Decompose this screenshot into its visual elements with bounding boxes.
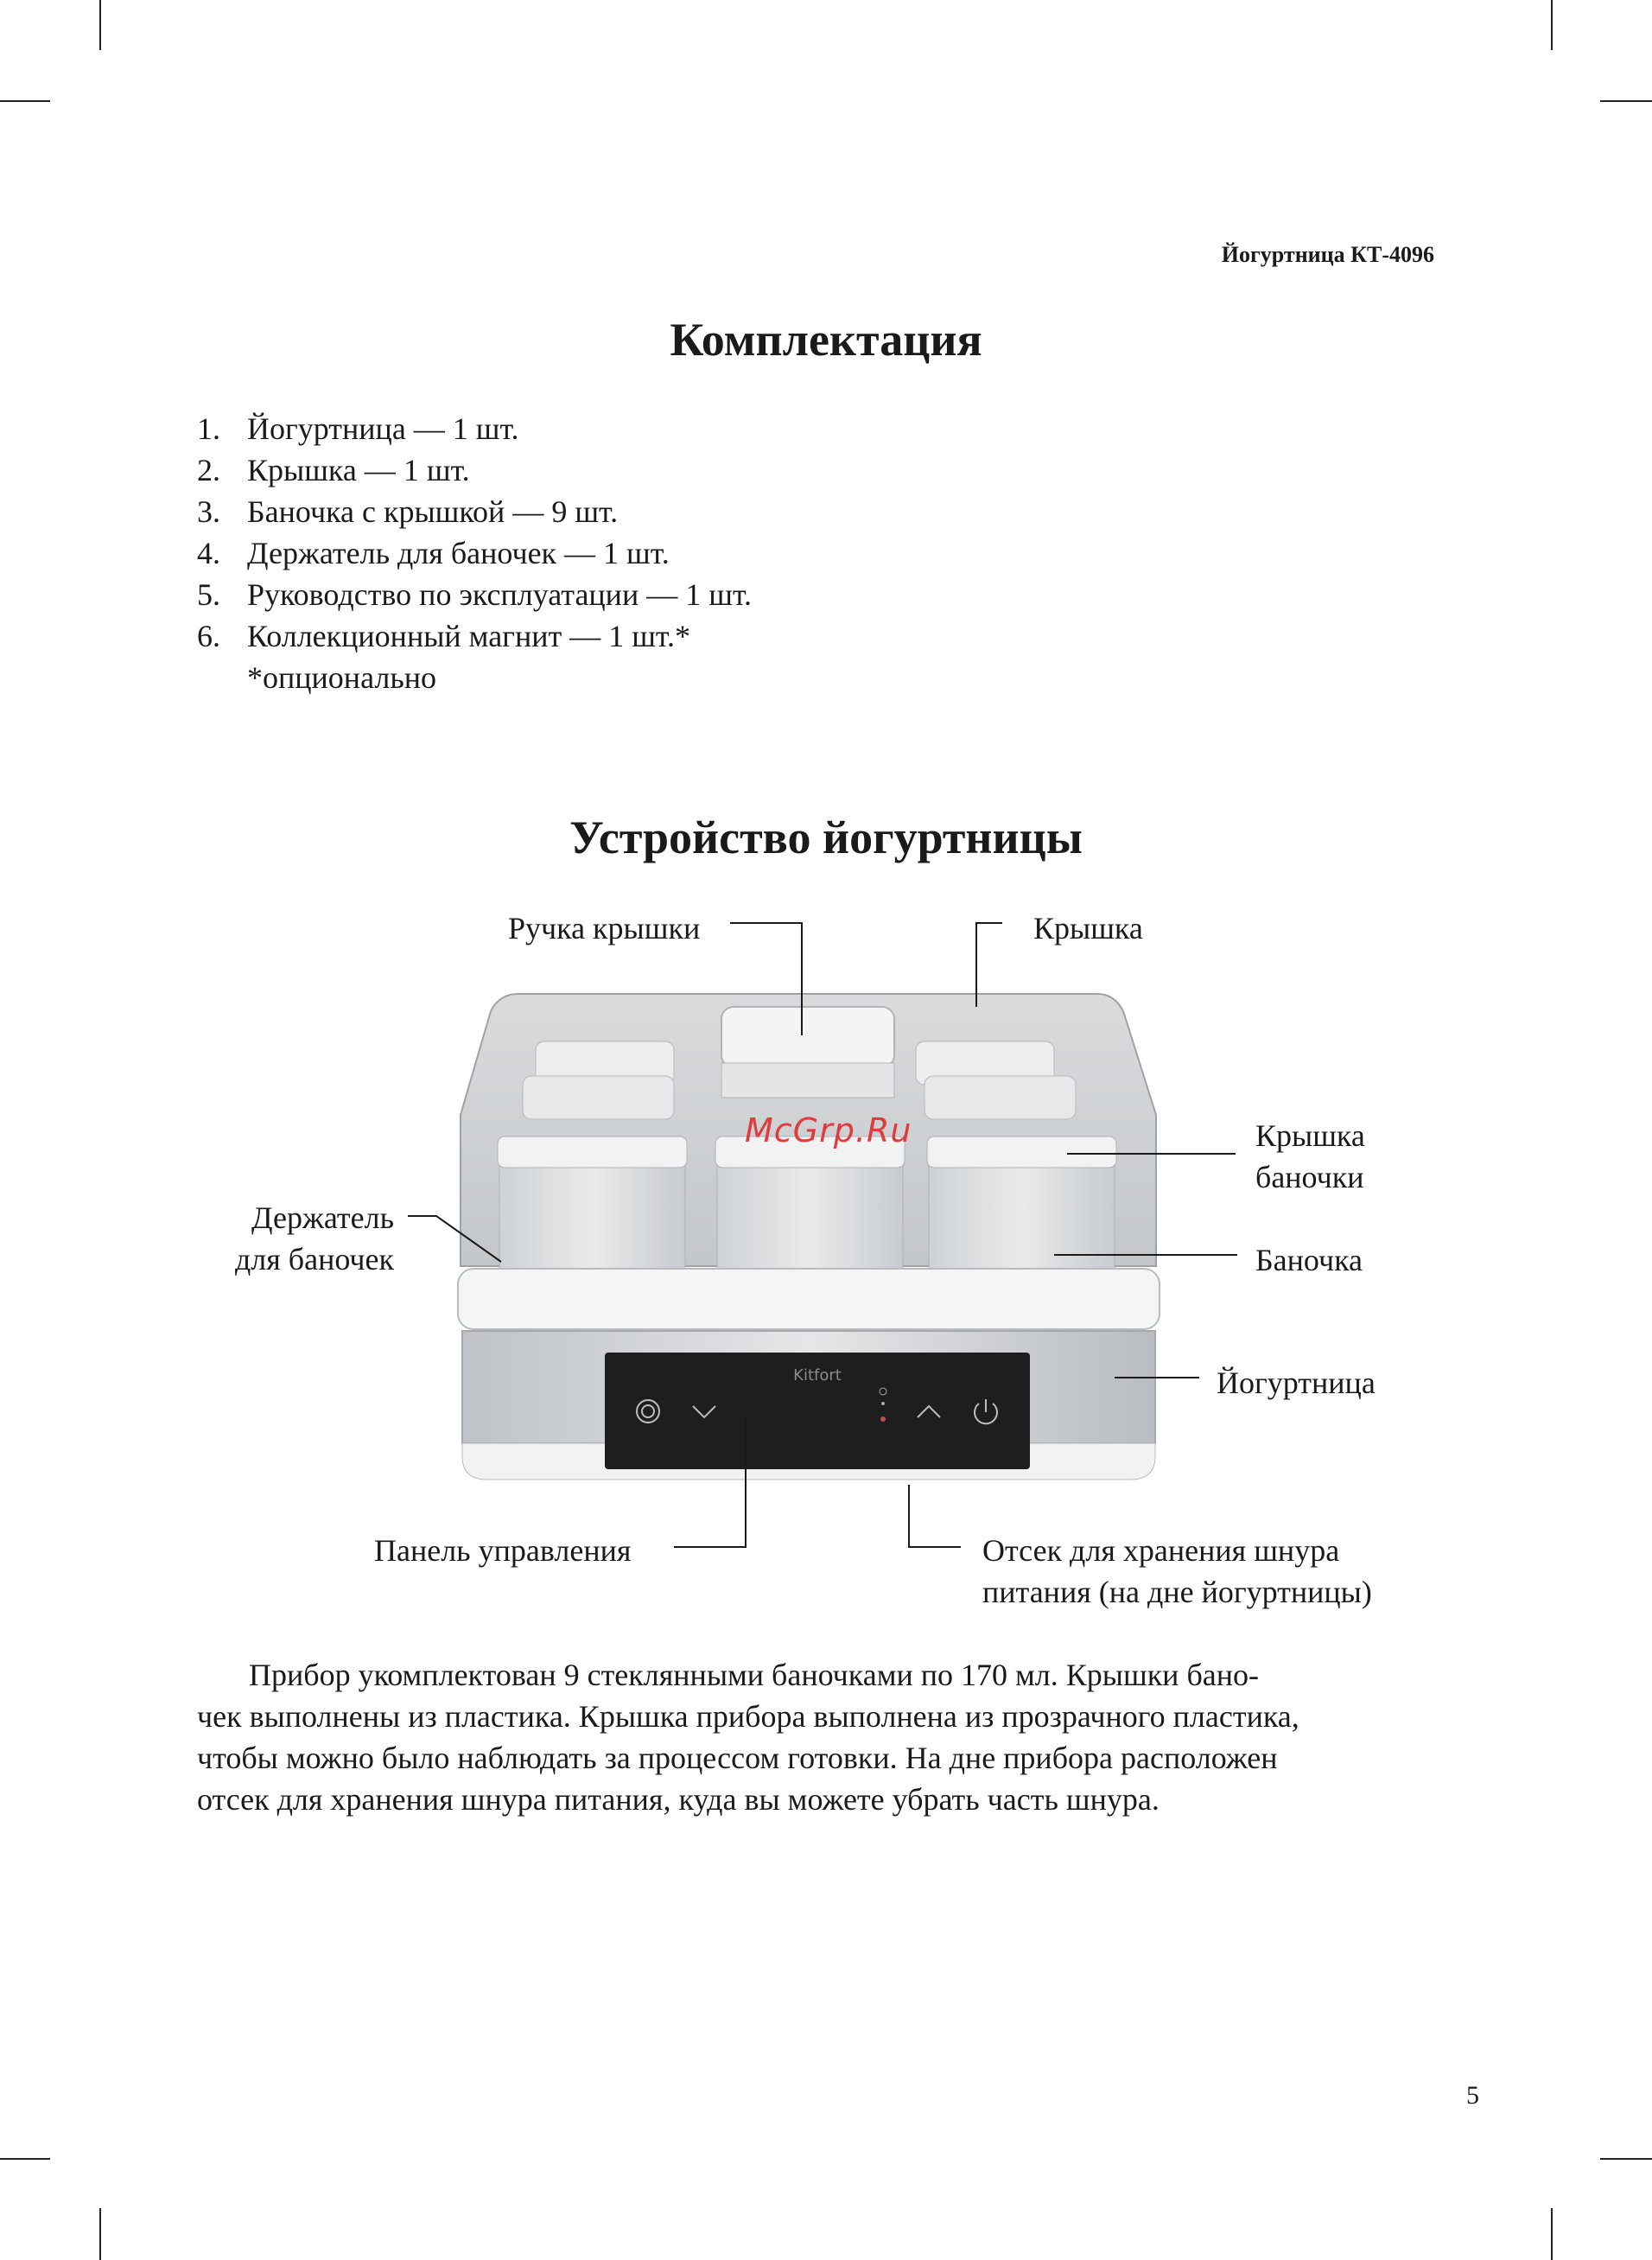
list-item: 4. Держатель для баночек — 1 шт. xyxy=(197,536,670,570)
temp-indicator-icon xyxy=(880,1416,886,1422)
jar-holder-shape xyxy=(458,1269,1160,1329)
front-jar xyxy=(927,1136,1116,1288)
list-item: 2. Крышка — 1 шт. xyxy=(197,453,470,487)
label-jar: Баночка xyxy=(1255,1243,1363,1277)
list-item: 1. Йогуртница — 1 шт. xyxy=(197,411,519,446)
svg-text:Kitfort: Kitfort xyxy=(793,1366,842,1385)
label-lid-handle: Ручка крышки xyxy=(508,911,701,945)
list-item: 6. Коллекционный магнит — 1 шт.* xyxy=(197,619,690,653)
leader-cord xyxy=(909,1485,961,1547)
watermark: McGrp.Ru xyxy=(745,1111,912,1149)
device-title: Устройство йогуртницы xyxy=(569,812,1083,863)
label-jar-lid: Крышка баночки xyxy=(1255,1118,1365,1194)
label-control-panel: Панель управления xyxy=(374,1533,632,1568)
footnote: *опционально xyxy=(247,660,437,695)
back-jar-lid xyxy=(924,1076,1076,1119)
label-holder: Держатель для баночек xyxy=(234,1200,394,1276)
header-product-title: Йогуртница КТ-4096 xyxy=(1221,242,1434,267)
back-jar-lid xyxy=(523,1076,674,1119)
description-paragraph: Прибор укомплектован 9 стеклянными баночками по 170 мл. Крышки бано- чек выполнены из пластика. Крышка прибора выполнена из прозрачного пластика, чтобы можно было наблюдать за процессом готовки. На дне прибора расположен отсек для хранения шнура питания, куда вы можете убрать часть шнура. xyxy=(197,1658,1299,1817)
list-item: 3. Баночка с крышкой — 9 шт. xyxy=(197,494,619,529)
page-number: 5 xyxy=(1466,2081,1479,2110)
label-cord-storage: Отсек для хранения шнура питания (на дне йогуртницы) xyxy=(982,1533,1372,1609)
list-item: 5. Руководство по эксплуатации — 1 шт. xyxy=(197,577,752,612)
label-lid: Крышка xyxy=(1033,911,1143,945)
front-jar xyxy=(498,1136,687,1288)
label-yogurt-maker: Йогуртница xyxy=(1217,1366,1376,1400)
lid-handle-shape xyxy=(721,1007,894,1067)
contents-title: Комплектация xyxy=(670,314,982,366)
front-jar xyxy=(715,1136,905,1288)
